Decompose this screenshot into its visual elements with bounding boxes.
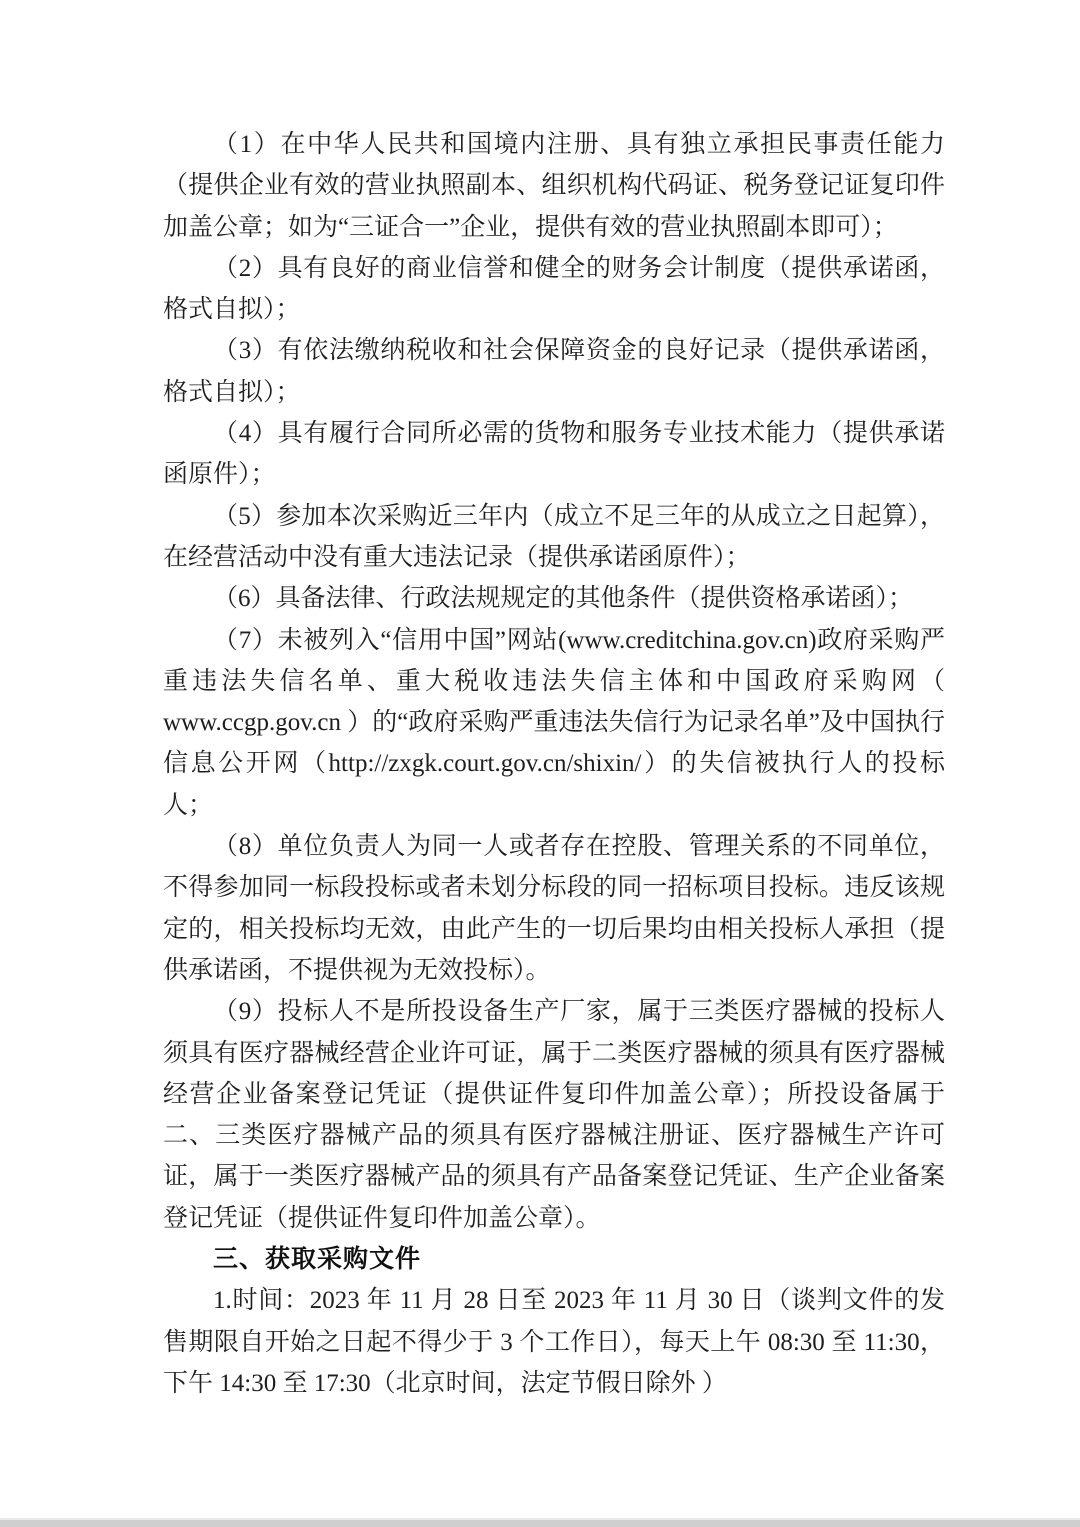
- clause-paragraph-4: （4）具有履行合同所必需的货物和服务专业技术能力（提供承诺函原件）；: [163, 420, 945, 489]
- clause-paragraph-1: （1）在中华人民共和国境内注册、具有独立承担民事责任能力（提供企业有效的营业执照副本、组织机构代码证、税务登记证复印件加盖公章；如为“三证合一”企业，提供有效的营业执照副本即可）；: [163, 131, 945, 241]
- document-body: [163, 124, 945, 1404]
- clause-paragraph-6: （6）具备法律、行政法规规定的其他条件（提供资格承诺函）；: [213, 585, 914, 613]
- page-break-separator: [0, 1518, 1080, 1527]
- clause-paragraph-5: （5）参加本次采购近三年内（成立不足三年的从成立之日起算），在经营活动中没有重大违法记录（提供承诺函原件）；: [163, 502, 945, 571]
- clause-paragraph-8: （8）单位负责人为同一人或者存在控股、管理关系的不同单位，不得参加同一标段投标或者未划分标段的同一招标项目投标。违反该规定的，相关投标均无效，由此产生的一切后果均由相关投标人承担（提供承诺函，不提供视为无效投标）。: [163, 833, 945, 984]
- clause-paragraph-7: （7）未被列入“信用中国”网站(www.creditchina.gov.cn)政府采购严重违法失信名单、重大税收违法失信主体和中国政府采购网（ www.ccgp.gov.cn ）的“政府采购严重违法失信行为记录名单”及中国执行信息公开网（http://zxgk.court.gov.cn/shixin/）的失信被执行人的投标人；: [163, 626, 945, 819]
- clause-paragraph-3: （3）有依法缴纳税收和社会保障资金的良好记录（提供承诺函，格式自拟）；: [163, 337, 945, 406]
- clause-paragraph-9: （9）投标人不是所投设备生产厂家，属于三类医疗器械的投标人须具有医疗器械经营企业许可证，属于二类医疗器械的须具有医疗器械经营企业备案登记凭证（提供证件复印件加盖公章）；所投设备属于二、三类医疗器械产品的须具有医疗器械注册证、医疗器械生产许可证，属于一类医疗器械产品的须具有产品备案登记凭证、生产企业备案登记凭证（提供证件复印件加盖公章）。: [163, 998, 945, 1232]
- section-paragraph-1: 1.时间：2023 年 11 月 28 日至 2023 年 11 月 30 日（谈判文件的发售期限自开始之日起不得少于 3 个工作日），每天上午 08:30 至 11:30，下午 14:30 至 17:30（北京时间，法定节假日除外 ）: [163, 1287, 945, 1397]
- clause-paragraph-2: （2）具有良好的商业信誉和健全的财务会计制度（提供承诺函，格式自拟）；: [163, 254, 945, 324]
- section-heading: 三、获取采购文件: [213, 1245, 422, 1274]
